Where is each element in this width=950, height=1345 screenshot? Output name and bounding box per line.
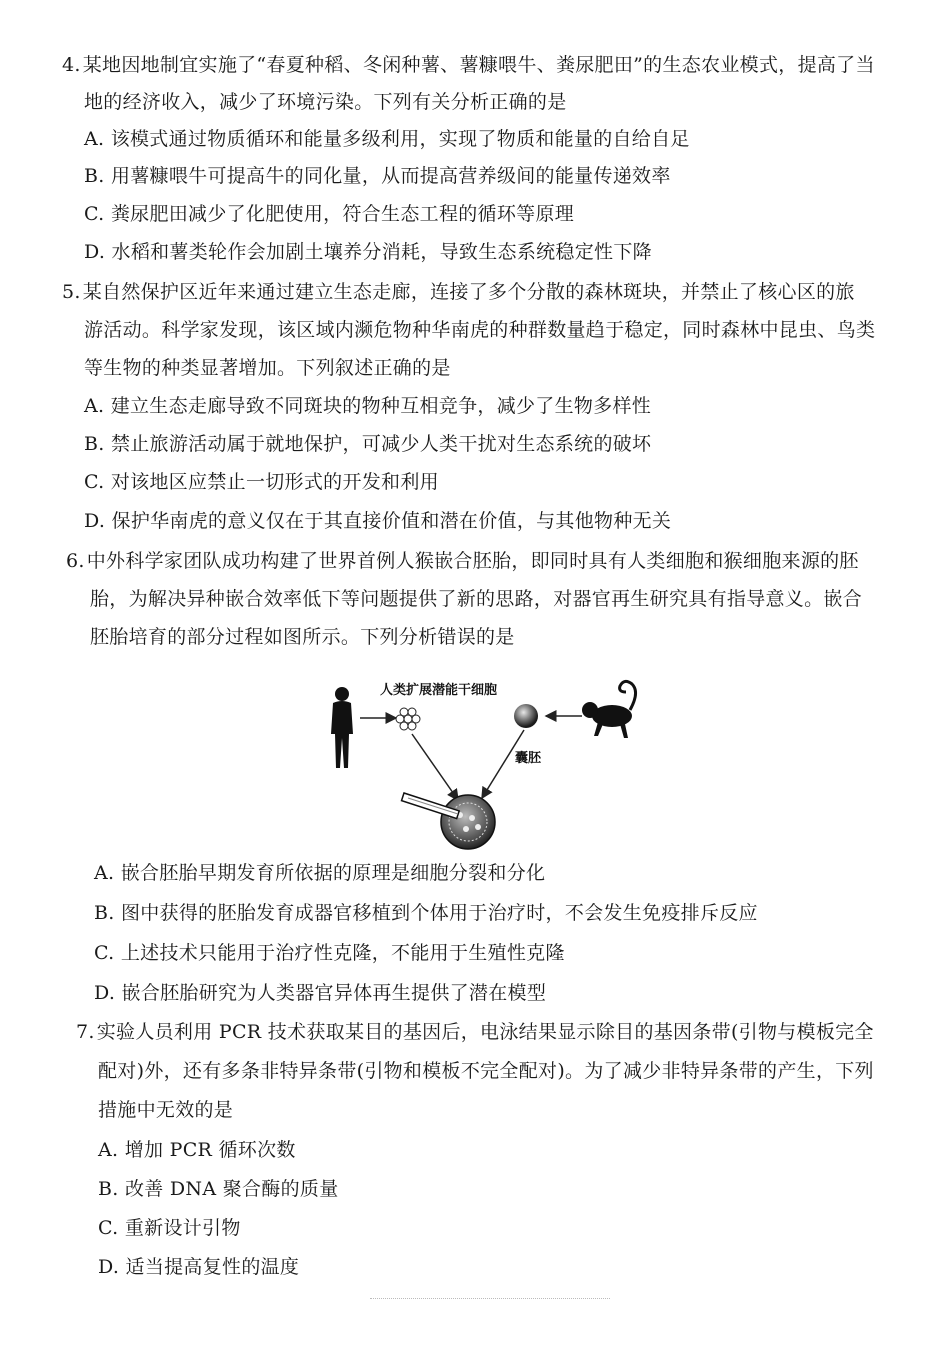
label-stem-cell: 人类扩展潜能干细胞 [380,683,498,698]
footer-divider [370,1298,610,1300]
q7-stem-text-1: 实验人员利用 PCR 技术获取某目的基因后，电泳结果显示除目的基因条带(引物与模板完全 [96,1021,874,1043]
q5-stem-text-1: 某自然保护区近年来通过建立生态走廊，连接了多个分散的森林斑块，并禁止了核心区的旅 [82,281,855,303]
q6-number: 6. [66,550,85,572]
q7-option-b: B. 改善 DNA 聚合酶的质量 [98,1178,339,1200]
q7-option-a: A. 增加 PCR 循环次数 [98,1139,296,1161]
stem-cell-cluster-icon [396,708,420,730]
q5-stem-line-3: 等生物的种类显著增加。下列叙述正确的是 [84,357,451,379]
q4-option-d: D. 水稻和薯类轮作会加剧土壤养分消耗，导致生态系统稳定性下降 [84,241,652,263]
q5-option-c: C. 对该地区应禁止一切形式的开发和利用 [84,471,439,493]
q6-stem-text-1: 中外科学家团队成功构建了世界首例人猴嵌合胚胎，即同时具有人类细胞和猴细胞来源的胚 [86,550,859,572]
q6-option-a: A. 嵌合胚胎早期发育所依据的原理是细胞分裂和分化 [94,862,546,884]
q7-stem-line-3: 措施中无效的是 [98,1099,234,1121]
q7-stem-line-2: 配对)外，还有多条非特异条带(引物和模板不完全配对)。为了减少非特异条带的产生，下列 [98,1060,874,1082]
q4-stem-line-1 [62,52,875,78]
q7-option-c: C. 重新设计引物 [98,1217,241,1239]
chimeric-embryo-figure [320,672,650,852]
q4-option-c: C. 粪尿肥田减少了化肥使用，符合生态工程的循环等原理 [84,203,575,225]
q4-option-b: B. 用薯糠喂牛可提高牛的同化量，从而提高营养级间的能量传递效率 [84,165,671,187]
q5-stem-line-2: 游活动。科学家发现，该区域内濒危物种华南虎的种群数量趋于稳定，同时森林中昆虫、鸟类 [84,319,876,341]
q7-stem-line-1 [76,1019,874,1045]
q4-number: 4. [62,54,81,76]
q6-stem-line-2: 胎，为解决异种嵌合效率低下等问题提供了新的思路，对器官再生研究具有指导意义。嵌合 [90,588,863,610]
q5-number: 5. [62,281,81,303]
monkey-icon [582,681,636,738]
q4-stem-line-2: 地的经济收入，减少了环境污染。下列有关分析正确的是 [84,91,567,113]
q7-option-d: D. 适当提高复性的温度 [98,1256,300,1278]
label-blastocyst: 囊胚 [515,751,542,766]
arrow-stem-cells-to-embryo [412,734,458,800]
q6-stem-line-3: 胚胎培育的部分过程如图所示。下列分析错误的是 [90,626,515,648]
q5-option-d: D. 保护华南虎的意义仅在于其直接价值和潜在价值，与其他物种无关 [84,510,672,532]
q6-option-b: B. 图中获得的胚胎发育成器官移植到个体用于治疗时，不会发生免疫排斥反应 [94,902,758,924]
q5-option-a: A. 建立生态走廊导致不同斑块的物种互相竞争，减少了生物多样性 [84,395,652,417]
q5-option-b: B. 禁止旅游活动属于就地保护，可减少人类干扰对生态系统的破坏 [84,433,652,455]
q7-number: 7. [76,1021,95,1043]
figure-svg [320,672,650,852]
q4-stem-text-1: 某地因地制宜实施了“春夏种稻、冬闲种薯、薯糠喂牛、粪尿肥田”的生态农业模式，提高了当 [82,54,875,76]
q5-stem-line-1 [62,279,855,305]
q6-option-d: D. 嵌合胚胎研究为人类器官异体再生提供了潜在模型 [94,982,547,1004]
q6-stem-line-1 [66,548,859,574]
q4-option-a: A. 该模式通过物质循环和能量多级利用，实现了物质和能量的自给自足 [84,128,690,150]
monkey-blastocyst-icon [514,704,538,728]
q6-option-c: C. 上述技术只能用于治疗性克隆，不能用于生殖性克隆 [94,942,565,964]
human-silhouette-icon [331,687,353,768]
chimeric-embryo-icon [441,795,495,849]
